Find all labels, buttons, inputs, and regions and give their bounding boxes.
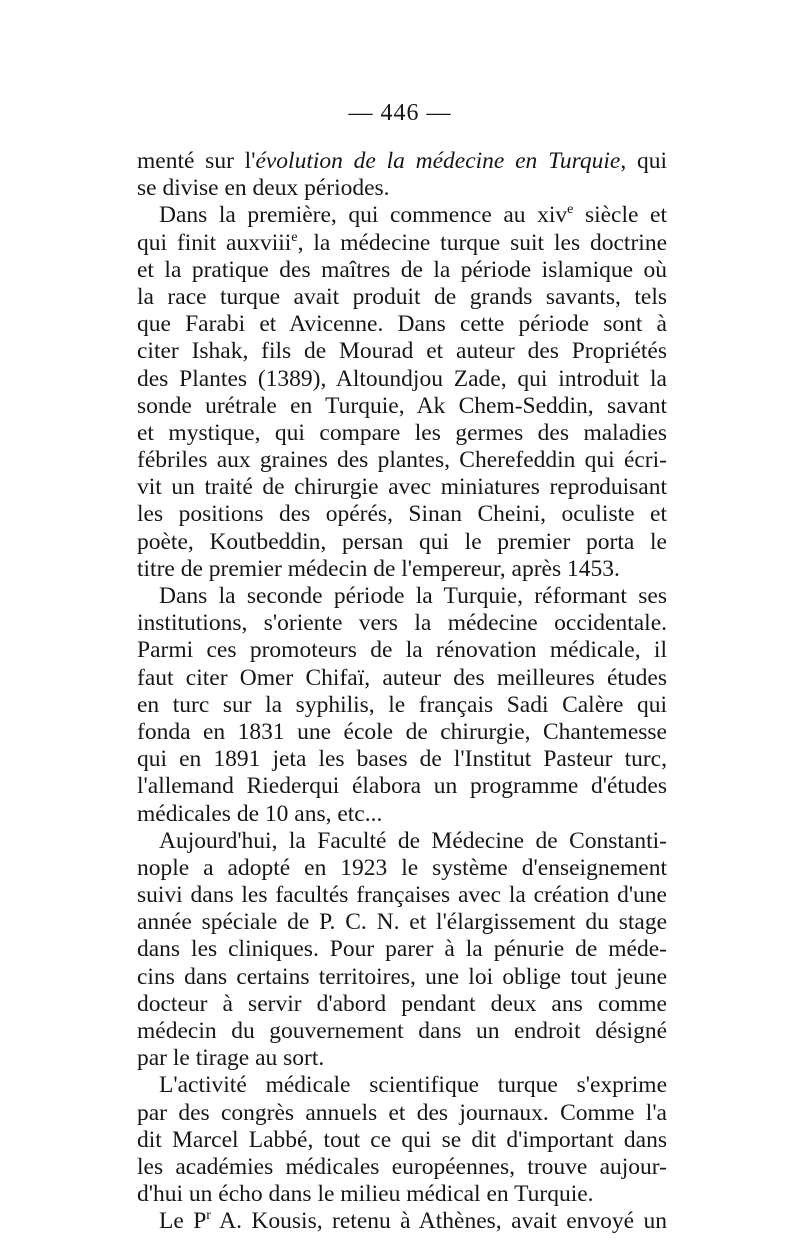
text-line: Dans la seconde période la Turquie, réformant ses <box>159 583 667 609</box>
text-line: Le $P^r$ A. Kousis, retenu à Athènes, avait envoyé un <box>159 1207 667 1235</box>
text-line: des Plantes (1389), Altoundjou Zade, qui introduit la <box>137 365 667 392</box>
text-line: Aujourd'hui, la Faculté de Médecine de Constanti- <box>159 827 667 854</box>
text-line: et la pratique des maîtres de la période islamique où <box>137 256 667 283</box>
text-line: que Farabi et Avicenne. Dans cette période sont à <box>137 311 667 338</box>
text-line: dit Marcel Labbé, tout ce qui se dit d'important dans <box>137 1126 667 1153</box>
text-line: les académies médicales européennes, trouve aujour- <box>137 1153 667 1180</box>
body-text <box>137 148 667 1236</box>
text-line: médecin du gouvernement dans un endroit désigné <box>137 1018 667 1044</box>
text-line: fébriles aux graines des plantes, Cherefeddin qui écri- <box>137 447 667 474</box>
text-line: qui en 1891 jeta les bases de l'Institut Pasteur turc, <box>137 746 667 773</box>
text-line: menté sur l'évolution de la médecine en Turquie, qui <box>137 148 667 174</box>
text-line: dans les cliniques. Pour parer à la pénurie de méde- <box>137 936 667 963</box>
text-line: L'activité médicale scientifique turque s'exprime <box>159 1072 667 1099</box>
text-line: la race turque avait produit de grands savants, tels <box>137 283 667 310</box>
text-line: cins dans certains territoires, une loi oblige tout jeune <box>137 963 667 990</box>
text-line: en turc sur la syphilis, le français Sadi Calère qui <box>137 691 667 718</box>
text-line: poète, Koutbeddin, persan qui le premier porta le <box>137 528 667 555</box>
text-line: docteur à servir d'abord pendant deux ans comme <box>137 990 667 1017</box>
text-line: faut citer Omer Chifaï, auteur des meilleures études <box>137 664 667 691</box>
page-number: — 446 — <box>348 100 452 126</box>
text-line: par le tirage au sort. <box>137 1045 325 1072</box>
text-line: suivi dans les facultés françaises avec la création d'une <box>137 882 667 909</box>
text-line: qui finit auxviii$^e$, la médecine turque suit les doctrine <box>137 228 667 256</box>
text-line: d'hui un écho dans le milieu médical en Turquie. <box>137 1181 594 1208</box>
text-line: vit un traité de chirurgie avec miniatures reproduisant <box>137 474 667 501</box>
text-line: l'allemand Riederqui élabora un programme d'études <box>137 773 667 800</box>
text-line: Dans la première, qui commence au xiv$^e$ siècle et <box>159 201 667 229</box>
text-line: nople a adopté en 1923 le système d'enseignement <box>137 854 667 881</box>
text-line: institutions, s'oriente vers la médecine occidentale. <box>137 610 667 637</box>
text-line: sonde urétrale en Turquie, Ak Chem-Seddin, savant <box>137 392 667 419</box>
text-line: les positions des opérés, Sinan Cheini, oculiste et <box>137 501 667 528</box>
text-line: par des congrès annuels et des journaux. Comme l'a <box>137 1099 667 1126</box>
text-line: fonda en 1831 une école de chirurgie, Chantemesse <box>137 718 667 745</box>
text-line: année spéciale de P. C. N. et l'élargissement du stage <box>137 909 667 936</box>
text-line: Parmi ces promoteurs de la rénovation médicale, il <box>137 637 667 664</box>
text-line: médicales de 10 ans, etc... <box>137 800 383 827</box>
text-line: et mystique, qui compare les germes des maladies <box>137 419 667 446</box>
text-line: citer Ishak, fils de Mourad et auteur des Propriétés <box>137 338 667 365</box>
text-line: se divise en deux périodes. <box>137 175 390 202</box>
text-line: titre de premier médecin de l'empereur, après 1453. <box>137 555 620 582</box>
